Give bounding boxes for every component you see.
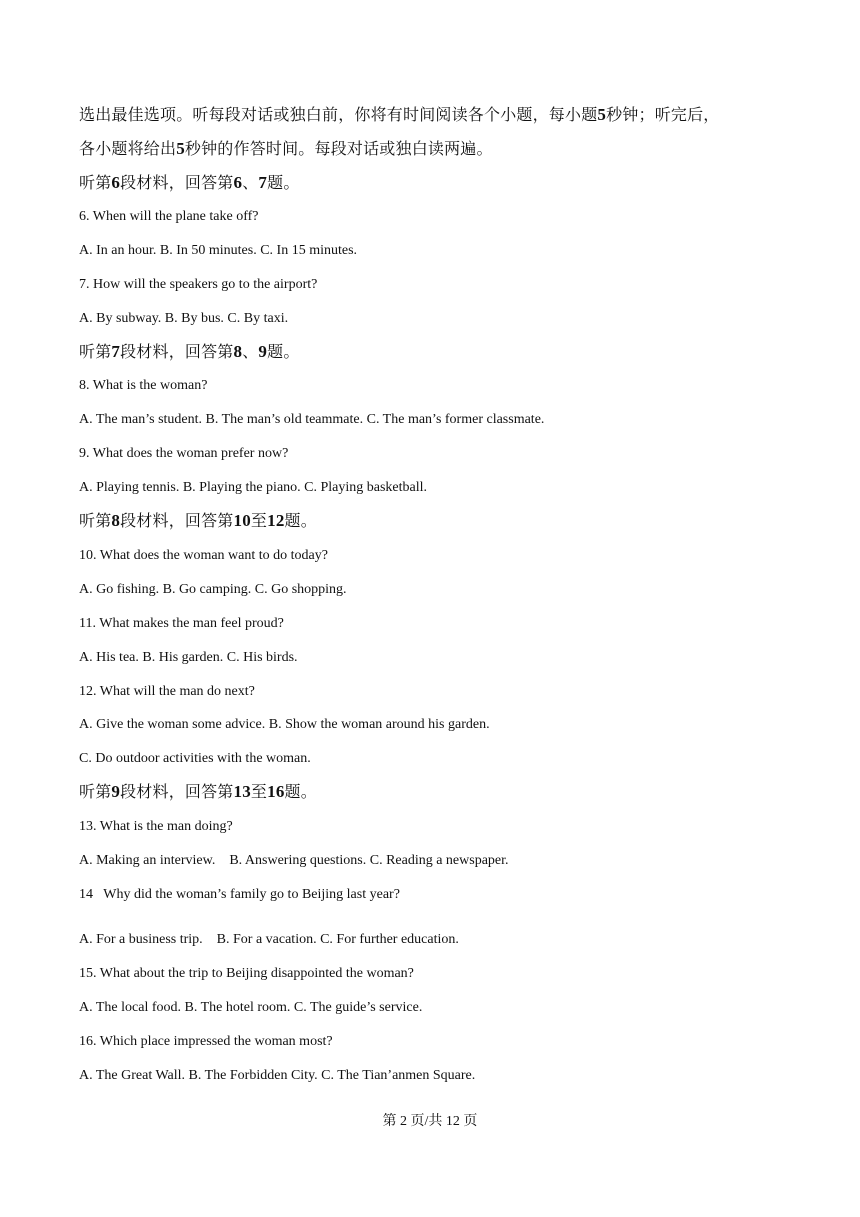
- instructions-line-2: 各小题将给出5秒钟的作答时间。每段对话或独白读两遍。: [79, 139, 493, 158]
- options-15: A. The local food. B. The hotel room. C. The guide’s service.: [79, 1000, 423, 1015]
- question-15: 15. What about the trip to Beijing disappointed the woman?: [79, 966, 414, 981]
- options-16: A. The Great Wall. B. The Forbidden City. C. The Tian’anmen Square.: [79, 1068, 476, 1083]
- options-11: A. His tea. B. His garden. C. His birds.: [79, 650, 298, 665]
- section-heading-9: 听第9段材料，回答第13至16题。: [79, 782, 317, 801]
- section-heading-7: 听第7段材料，回答第8、9题。: [79, 342, 300, 361]
- question-6: 6. When will the plane take off?: [79, 209, 259, 224]
- options-9: A. Playing tennis. B. Playing the piano. C. Playing basketball.: [79, 480, 428, 495]
- question-10: 10. What does the woman want to do today?: [79, 548, 328, 563]
- question-13: 13. What is the man doing?: [79, 819, 233, 834]
- question-14: 14 Why did the woman’s family go to Beijing last year?: [79, 887, 400, 902]
- section-heading-6: 听第6段材料，回答第6、7题。: [79, 173, 300, 192]
- instructions-line-1: 选出最佳选项。听每段对话或独白前，你将有时间阅读各个小题，每小题5秒钟；听完后，: [79, 105, 720, 124]
- question-9: 9. What does the woman prefer now?: [79, 446, 289, 461]
- question-12: 12. What will the man do next?: [79, 684, 255, 699]
- question-16: 16. Which place impressed the woman most?: [79, 1034, 333, 1049]
- options-6: A. In an hour. B. In 50 minutes. C. In 15 minutes.: [79, 243, 358, 258]
- question-7: 7. How will the speakers go to the airport?: [79, 277, 318, 292]
- options-7: A. By subway. B. By bus. C. By taxi.: [79, 311, 289, 326]
- options-14: A. For a business trip. B. For a vacation. C. For further education.: [79, 932, 459, 947]
- section-heading-8: 听第8段材料，回答第10至12题。: [79, 511, 317, 530]
- options-13: A. Making an interview. B. Answering questions. C. Reading a newspaper.: [79, 853, 509, 868]
- question-8: 8. What is the woman?: [79, 378, 208, 393]
- question-11: 11. What makes the man feel proud?: [79, 616, 284, 631]
- options-8: A. The man’s student. B. The man’s old teammate. C. The man’s former classmate.: [79, 412, 545, 427]
- options-10: A. Go fishing. B. Go camping. C. Go shopping.: [79, 582, 347, 597]
- options-12-line-2: C. Do outdoor activities with the woman.: [79, 751, 311, 766]
- page-number-footer: 第 2 页/共 12 页: [382, 1114, 478, 1129]
- options-12-line-1: A. Give the woman some advice. B. Show the woman around his garden.: [79, 717, 490, 732]
